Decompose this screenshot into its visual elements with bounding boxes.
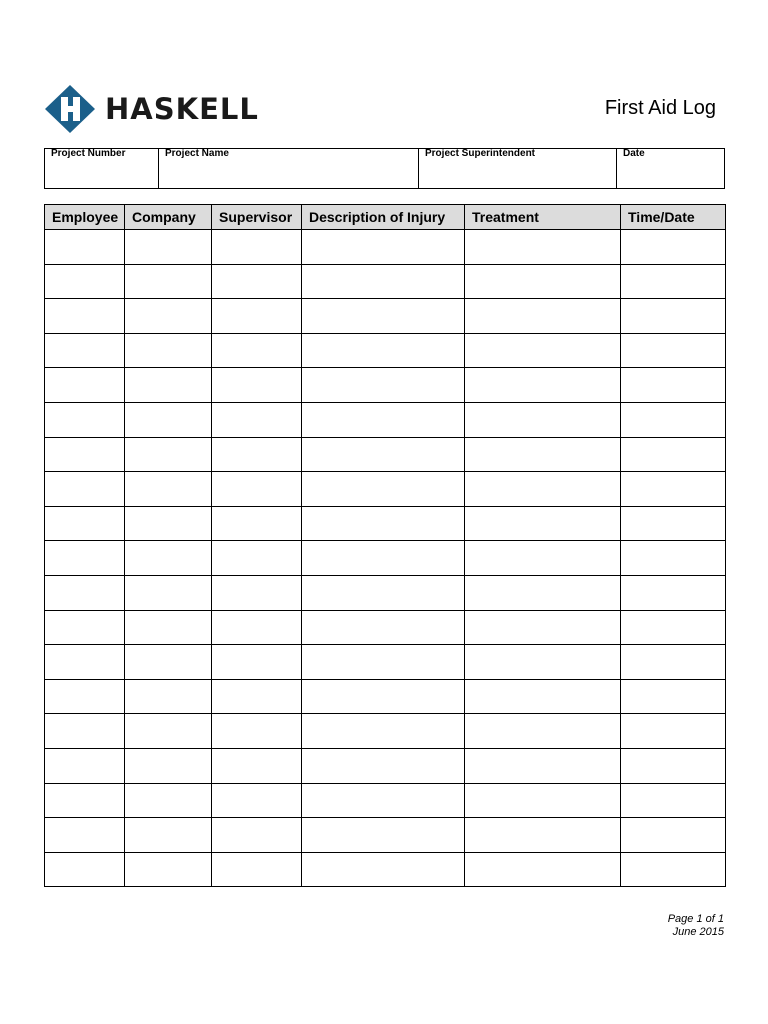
table-row — [45, 748, 726, 783]
table-cell[interactable] — [212, 575, 302, 610]
column-header-time-date: Time/Date — [621, 205, 726, 230]
column-header-description-of-injury: Description of Injury — [302, 205, 465, 230]
table-cell[interactable] — [212, 783, 302, 818]
table-cell[interactable] — [212, 368, 302, 403]
column-header-treatment: Treatment — [465, 205, 621, 230]
table-cell[interactable] — [621, 506, 726, 541]
table-cell[interactable] — [45, 402, 125, 437]
table-cell[interactable] — [212, 748, 302, 783]
table-row — [45, 714, 726, 749]
table-cell[interactable] — [45, 541, 125, 576]
table-row — [45, 818, 726, 853]
table-cell[interactable] — [302, 230, 465, 265]
table-cell[interactable] — [212, 230, 302, 265]
table-cell[interactable] — [302, 264, 465, 299]
table-cell[interactable] — [302, 368, 465, 403]
table-cell[interactable] — [302, 818, 465, 853]
project-name-label: Project Name — [165, 148, 229, 159]
table-cell[interactable] — [125, 852, 212, 887]
table-cell[interactable] — [465, 402, 621, 437]
table-cell[interactable] — [212, 264, 302, 299]
table-cell[interactable] — [212, 645, 302, 680]
table-row — [45, 610, 726, 645]
brand-name: HASKELL — [105, 91, 259, 126]
table-cell[interactable] — [125, 679, 212, 714]
table-cell[interactable] — [621, 472, 726, 507]
table-cell[interactable] — [465, 333, 621, 368]
table-cell[interactable] — [212, 852, 302, 887]
table-cell[interactable] — [302, 472, 465, 507]
table-cell[interactable] — [621, 852, 726, 887]
table-row — [45, 645, 726, 680]
table-row — [45, 264, 726, 299]
page-title: First Aid Log — [604, 97, 716, 119]
table-cell[interactable] — [302, 679, 465, 714]
project-number-label: Project Number — [51, 148, 126, 159]
table-row — [45, 437, 726, 472]
table-cell[interactable] — [45, 506, 125, 541]
table-cell[interactable] — [45, 610, 125, 645]
table-cell[interactable] — [621, 264, 726, 299]
table-cell[interactable] — [465, 299, 621, 334]
table-cell[interactable] — [212, 472, 302, 507]
table-cell[interactable] — [621, 610, 726, 645]
table-cell[interactable] — [125, 264, 212, 299]
table-cell[interactable] — [302, 714, 465, 749]
table-cell[interactable] — [621, 714, 726, 749]
table-cell[interactable] — [125, 437, 212, 472]
column-header-company: Company — [125, 205, 212, 230]
project-superintendent-field[interactable] — [419, 149, 617, 189]
table-cell[interactable] — [125, 575, 212, 610]
table-cell[interactable] — [302, 852, 465, 887]
project-name-field[interactable] — [159, 149, 419, 189]
table-row — [45, 679, 726, 714]
table-cell[interactable] — [302, 402, 465, 437]
table-cell[interactable] — [302, 299, 465, 334]
table-cell[interactable] — [45, 575, 125, 610]
table-row — [45, 852, 726, 887]
table-cell[interactable] — [465, 610, 621, 645]
table-cell[interactable] — [302, 333, 465, 368]
table-cell[interactable] — [465, 818, 621, 853]
table-cell[interactable] — [45, 333, 125, 368]
table-cell[interactable] — [621, 679, 726, 714]
project-number-field[interactable] — [45, 149, 159, 189]
table-cell[interactable] — [125, 506, 212, 541]
page-footer — [668, 913, 724, 939]
table-cell[interactable] — [621, 402, 726, 437]
table-cell[interactable] — [212, 714, 302, 749]
table-cell[interactable] — [621, 645, 726, 680]
table-cell[interactable] — [45, 472, 125, 507]
table-cell[interactable] — [465, 679, 621, 714]
table-cell[interactable] — [45, 368, 125, 403]
table-row — [45, 230, 726, 265]
table-cell[interactable] — [45, 230, 125, 265]
table-cell[interactable] — [465, 264, 621, 299]
table-cell[interactable] — [302, 575, 465, 610]
table-cell[interactable] — [125, 610, 212, 645]
table-cell[interactable] — [302, 437, 465, 472]
table-cell[interactable] — [621, 541, 726, 576]
table-cell[interactable] — [212, 818, 302, 853]
first-aid-log-table — [44, 204, 726, 887]
table-cell[interactable] — [125, 714, 212, 749]
table-cell[interactable] — [212, 541, 302, 576]
table-cell[interactable] — [125, 368, 212, 403]
date-label: Date — [623, 148, 645, 159]
table-cell[interactable] — [125, 748, 212, 783]
table-cell[interactable] — [45, 818, 125, 853]
table-cell[interactable] — [621, 333, 726, 368]
table-cell[interactable] — [45, 264, 125, 299]
project-superintendent-label: Project Superintendent — [425, 148, 536, 159]
table-row — [45, 575, 726, 610]
log-table-body — [45, 230, 726, 887]
revision-date: June 2015 — [672, 926, 724, 938]
table-cell[interactable] — [45, 852, 125, 887]
table-cell[interactable] — [212, 333, 302, 368]
table-cell[interactable] — [45, 783, 125, 818]
table-cell[interactable] — [125, 333, 212, 368]
project-info-table — [44, 148, 725, 189]
table-cell[interactable] — [125, 541, 212, 576]
table-cell[interactable] — [45, 437, 125, 472]
date-field[interactable] — [617, 149, 725, 189]
column-header-supervisor: Supervisor — [212, 205, 302, 230]
table-cell[interactable] — [125, 818, 212, 853]
table-row — [45, 541, 726, 576]
table-cell[interactable] — [465, 852, 621, 887]
table-row — [45, 402, 726, 437]
table-cell[interactable] — [621, 299, 726, 334]
table-header-row — [45, 205, 726, 230]
table-cell[interactable] — [465, 783, 621, 818]
table-cell[interactable] — [465, 472, 621, 507]
table-cell[interactable] — [302, 783, 465, 818]
table-cell[interactable] — [621, 368, 726, 403]
table-cell[interactable] — [465, 541, 621, 576]
table-cell[interactable] — [125, 472, 212, 507]
table-cell[interactable] — [621, 783, 726, 818]
table-cell[interactable] — [465, 748, 621, 783]
table-cell[interactable] — [45, 679, 125, 714]
table-cell[interactable] — [465, 575, 621, 610]
table-cell[interactable] — [302, 645, 465, 680]
table-cell[interactable] — [465, 368, 621, 403]
page-number: Page 1 of 1 — [667, 913, 724, 925]
table-cell[interactable] — [45, 645, 125, 680]
column-header-employee: Employee — [45, 205, 125, 230]
table-cell[interactable] — [125, 299, 212, 334]
table-row — [45, 299, 726, 334]
table-row — [45, 368, 726, 403]
table-row — [45, 783, 726, 818]
table-cell[interactable] — [302, 506, 465, 541]
table-cell[interactable] — [212, 402, 302, 437]
table-cell[interactable] — [45, 299, 125, 334]
table-cell[interactable] — [465, 506, 621, 541]
table-cell[interactable] — [212, 506, 302, 541]
table-row — [45, 506, 726, 541]
table-row — [45, 333, 726, 368]
table-cell[interactable] — [45, 714, 125, 749]
table-cell[interactable] — [212, 679, 302, 714]
table-cell[interactable] — [302, 541, 465, 576]
table-row — [45, 472, 726, 507]
table-cell[interactable] — [465, 645, 621, 680]
table-cell[interactable] — [212, 299, 302, 334]
table-cell[interactable] — [465, 230, 621, 265]
table-cell[interactable] — [621, 575, 726, 610]
table-cell[interactable] — [621, 230, 726, 265]
table-cell[interactable] — [125, 645, 212, 680]
table-cell[interactable] — [621, 818, 726, 853]
table-cell[interactable] — [302, 748, 465, 783]
table-cell[interactable] — [212, 437, 302, 472]
table-cell[interactable] — [212, 610, 302, 645]
table-cell[interactable] — [465, 714, 621, 749]
haskell-diamond-h-icon — [44, 84, 96, 134]
table-cell[interactable] — [45, 748, 125, 783]
table-cell[interactable] — [465, 437, 621, 472]
table-cell[interactable] — [621, 748, 726, 783]
haskell-logo — [44, 84, 259, 134]
table-cell[interactable] — [125, 230, 212, 265]
table-cell[interactable] — [125, 402, 212, 437]
table-cell[interactable] — [302, 610, 465, 645]
table-cell[interactable] — [125, 783, 212, 818]
table-cell[interactable] — [621, 437, 726, 472]
